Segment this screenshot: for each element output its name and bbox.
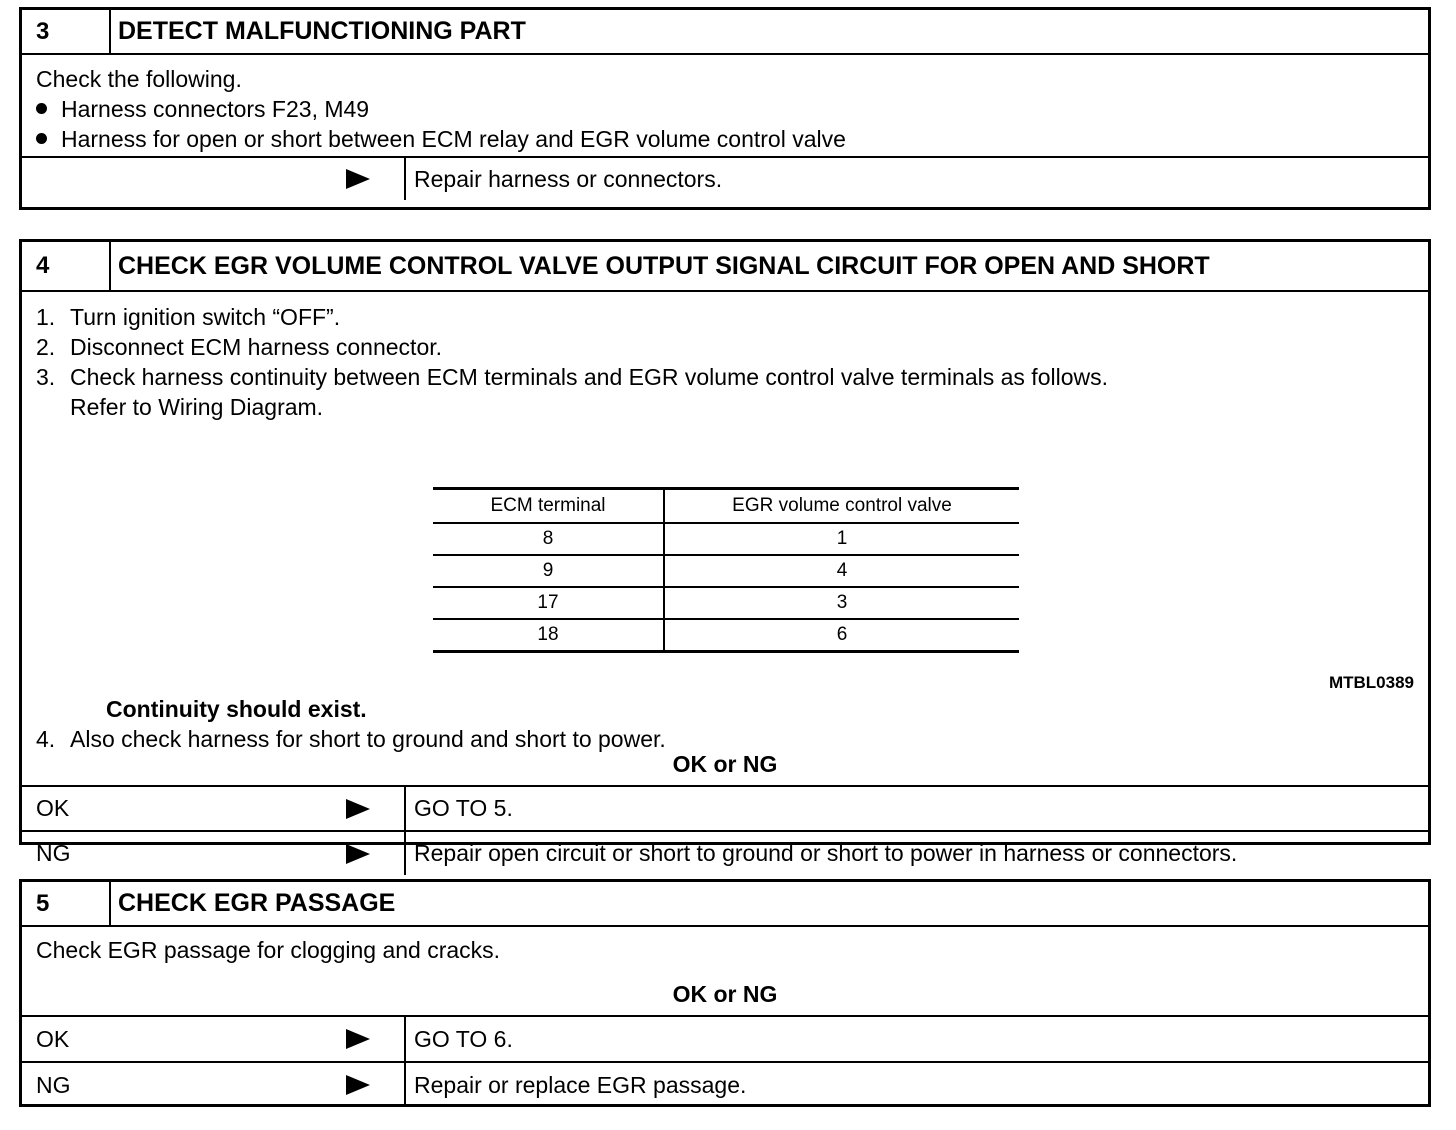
table-row: 18 6 bbox=[433, 619, 1019, 652]
ng-result: Repair open circuit or short to ground or short to power in harness or connectors. bbox=[414, 840, 1238, 866]
step-4-body bbox=[22, 292, 1428, 752]
table-row: 17 3 bbox=[433, 587, 1019, 619]
result-row bbox=[22, 156, 1428, 200]
figure-code: MTBL0389 bbox=[1328, 673, 1414, 692]
step-text: Check EGR passage for clogging and cracks. bbox=[36, 937, 501, 963]
list-item: 2. Disconnect ECM harness connector. bbox=[36, 334, 443, 360]
continuity-note: Continuity should exist. bbox=[106, 696, 367, 722]
list-item: 3. Check harness continuity between ECM terminals and EGR volume control valve terminals as follows. bbox=[36, 364, 1108, 390]
ok-result: GO TO 6. bbox=[414, 1025, 513, 1052]
ok-or-ng-label: OK or NG bbox=[672, 751, 778, 777]
arrow-right-icon bbox=[346, 844, 370, 864]
bullet-item: Harness for open or short between ECM relay and EGR volume control valve bbox=[36, 124, 1414, 154]
step-title: DETECT MALFUNCTIONING PART bbox=[118, 17, 526, 45]
table-header: EGR volume control valve bbox=[732, 494, 952, 516]
refer-text: Refer to Wiring Diagram. bbox=[70, 394, 324, 420]
ng-row bbox=[22, 830, 1428, 875]
arrow-right-icon bbox=[346, 1075, 370, 1095]
step-4-header bbox=[22, 242, 1428, 292]
step-3-box bbox=[19, 7, 1431, 210]
step-5-header bbox=[22, 882, 1428, 927]
ok-row bbox=[22, 1015, 1428, 1061]
list-item: 1. Turn ignition switch “OFF”. bbox=[36, 304, 341, 330]
step-number: 5 bbox=[22, 882, 111, 925]
ng-row bbox=[22, 1061, 1428, 1107]
table-row: 9 4 bbox=[433, 555, 1019, 587]
ng-label: NG bbox=[36, 840, 71, 866]
step-3-header bbox=[22, 10, 1428, 55]
arrow-right-icon bbox=[346, 169, 370, 189]
arrow-right-icon bbox=[346, 799, 370, 819]
arrow-right-icon bbox=[346, 1029, 370, 1049]
step-5-box bbox=[19, 879, 1431, 1107]
ok-label: OK bbox=[36, 1025, 70, 1052]
bullet-item: Harness connectors F23, M49 bbox=[36, 94, 1414, 124]
step-title: CHECK EGR VOLUME CONTROL VALVE OUTPUT SIGNAL CIRCUIT FOR OPEN AND SHORT bbox=[118, 251, 1210, 280]
ok-label: OK bbox=[36, 795, 70, 821]
step-intro: Check the following. bbox=[36, 66, 242, 92]
step-number: 3 bbox=[22, 10, 111, 53]
table-header: ECM terminal bbox=[433, 489, 664, 523]
list-item: 4. Also check harness for short to ground and short to power. bbox=[36, 726, 666, 752]
ok-result: GO TO 5. bbox=[414, 795, 513, 821]
result-text: Repair harness or connectors. bbox=[414, 165, 723, 192]
table-row: 8 1 bbox=[433, 523, 1019, 555]
bullet-icon bbox=[36, 103, 47, 114]
terminal-table bbox=[433, 487, 1019, 653]
step-3-body bbox=[22, 55, 1428, 156]
step-title: CHECK EGR PASSAGE bbox=[118, 889, 396, 917]
bullet-icon bbox=[36, 133, 47, 144]
ok-or-ng-label: OK or NG bbox=[672, 981, 778, 1007]
step-4-box bbox=[19, 239, 1431, 866]
ng-result: Repair or replace EGR passage. bbox=[414, 1071, 747, 1098]
ok-row bbox=[22, 785, 1428, 830]
ng-label: NG bbox=[36, 1071, 71, 1098]
step-5-body bbox=[22, 927, 1428, 973]
step-number: 4 bbox=[22, 242, 111, 290]
